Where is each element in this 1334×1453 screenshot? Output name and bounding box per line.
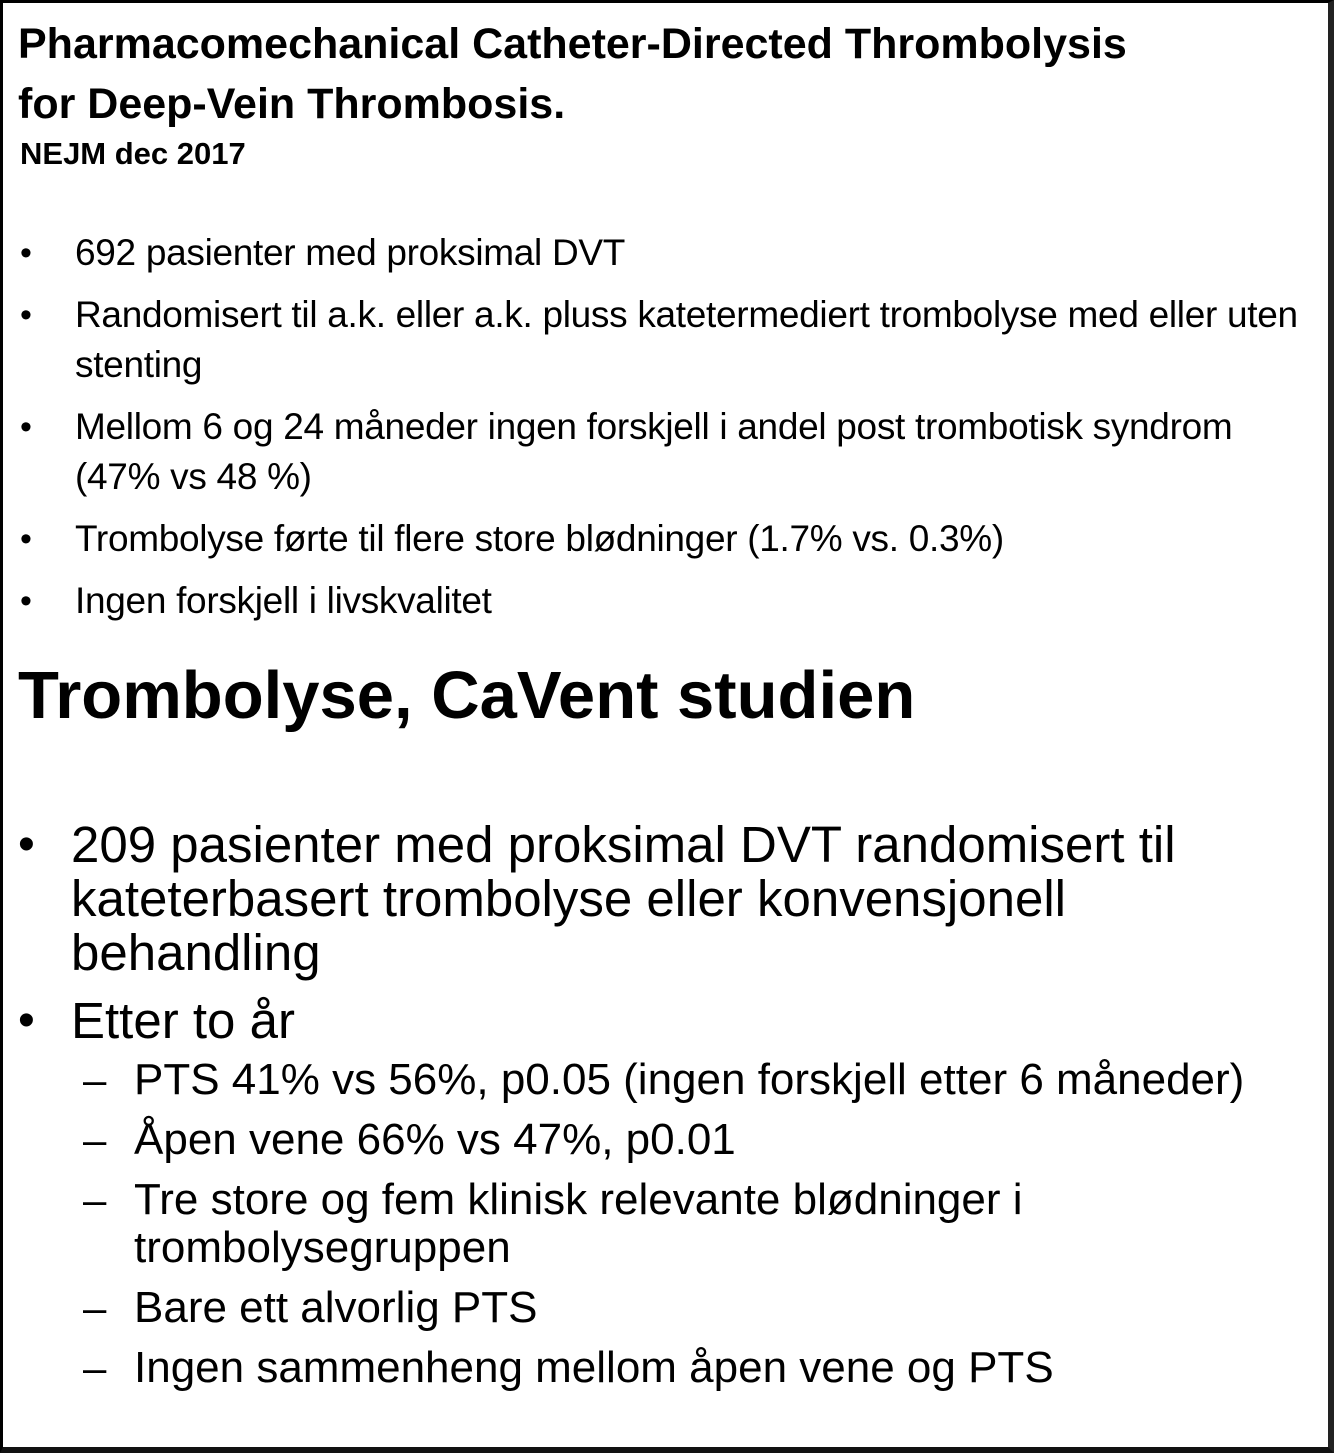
bullet-list-nejm: [18, 228, 1318, 638]
slide-title: [18, 14, 1328, 134]
bullet-icon: •: [20, 408, 32, 446]
bullet-icon: •: [20, 296, 32, 334]
slide-title-line-1: Pharmacomechanical Catheter-Directed Thrombolysis: [18, 20, 1127, 68]
sub-list-item: [71, 1284, 1318, 1332]
list-item: [18, 818, 1318, 980]
list-item: [18, 994, 1318, 1392]
dash-icon: –: [83, 1284, 107, 1331]
dash-icon: –: [83, 1116, 107, 1163]
slide-title-line-2: for Deep-Vein Thrombosis.: [18, 80, 566, 128]
list-item: [18, 514, 1318, 564]
bullet-icon: •: [20, 582, 32, 620]
bullet-icon: •: [18, 818, 35, 871]
list-item-text: Etter to år: [71, 992, 295, 1049]
list-item-text: Ingen forskjell i livskvalitet: [75, 580, 492, 621]
sub-bullet-list: [71, 1056, 1318, 1392]
list-item: [18, 402, 1318, 502]
dash-icon: –: [83, 1344, 107, 1391]
list-item-text: Mellom 6 og 24 måneder ingen forskjell i andel post trombotisk syndrom (47% vs 48 %): [75, 406, 1233, 497]
sub-list-item-text: Åpen vene 66% vs 47%, p0.01: [134, 1115, 736, 1164]
list-item-text: 209 pasienter med proksimal DVT randomisert til kateterbasert trombolyse eller konvensjonell behandling: [71, 816, 1176, 981]
sub-list-item: [71, 1056, 1318, 1104]
sub-list-item-text: Bare ett alvorlig PTS: [134, 1283, 538, 1332]
bullet-icon: •: [20, 234, 32, 272]
sub-list-item: [71, 1176, 1318, 1272]
slide-subtitle: NEJM dec 2017: [20, 136, 246, 171]
list-item: [18, 290, 1318, 390]
bullet-icon: •: [18, 994, 35, 1047]
section-heading-cavent: Trombolyse, CaVent studien: [18, 658, 916, 733]
list-item: [18, 576, 1318, 626]
list-item: [18, 228, 1318, 278]
sub-list-item-text: Tre store og fem klinisk relevante blødninger i trombolysegruppen: [134, 1175, 1023, 1272]
dash-icon: –: [83, 1056, 107, 1103]
sub-list-item: [71, 1116, 1318, 1164]
bullet-icon: •: [20, 520, 32, 558]
dash-icon: –: [83, 1176, 107, 1223]
sub-list-item-text: Ingen sammenheng mellom åpen vene og PTS: [134, 1343, 1054, 1392]
list-item-text: 692 pasienter med proksimal DVT: [75, 232, 626, 273]
sub-list-item: [71, 1344, 1318, 1392]
list-item-text: Trombolyse førte til flere store blødninger (1.7% vs. 0.3%): [75, 518, 1004, 559]
sub-list-item-text: PTS 41% vs 56%, p0.05 (ingen forskjell etter 6 måneder): [134, 1055, 1245, 1104]
bullet-list-cavent: [18, 818, 1318, 1406]
list-item-text: Randomisert til a.k. eller a.k. pluss katetermediert trombolyse med eller uten stenting: [75, 294, 1298, 385]
